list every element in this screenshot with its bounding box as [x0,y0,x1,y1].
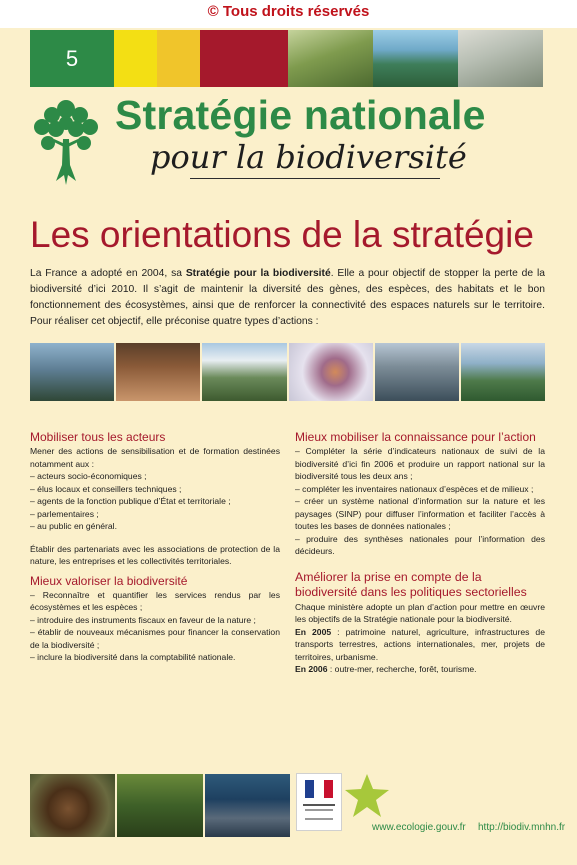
list-item: – acteurs socio-économiques ; [30,471,147,481]
list-item: – élus locaux et conseillers techniques ; [30,483,182,494]
copyright-notice: © Tous droits réservés [0,0,577,28]
intro-strategy-name: Stratégie pour la biodiversité [185,268,331,279]
section-title-valoriser: Mieux valoriser la biodiversité [30,573,188,588]
section-text: Mener des actions de sensibilisation et de formation destinées notamment aux : [30,446,280,469]
footer-photo-strip [30,774,290,837]
french-flag-icon [305,780,333,798]
list-item: – introduire des instruments fiscaux en faveur de la nature ; [30,614,256,625]
right-column [295,430,545,676]
year-2005-text: En 2005 : patrimoine naturel, agriculture, infrastructures de transports terrestres, actions internationales, mer, projets de territoires, urbanisme. [295,626,545,662]
photo-lemur [30,774,115,837]
year-2006-text: En 2006 : outre-mer, recherche, forêt, tourisme. [295,664,477,674]
left-column [30,430,280,664]
photo-mountain [202,343,286,401]
list-item: – créer un système national d’information sur la nature et les paysages (SINP) pour diffuser l’information et faciliter l’accès à toutes les bases de données nationales ; [295,496,545,531]
list-item: – compléter les inventaires nationaux d’espèces et de milieux ; [295,483,534,494]
photo-underwater [205,774,290,837]
section-text: Établir des partenariats avec les associations de protection de la nature, les entreprises et les collectivités territoriales. [30,543,280,566]
section-title-connaissance: Mieux mobiliser la connaissance pour l’action [295,430,536,444]
panel-number: 5 [30,30,114,87]
list-item: – agents de la fonction publique d’État et territoriale ; [30,496,231,506]
list-item: – Reconnaître et quantifier les services rendus par les écosystèmes et les espèces ; [30,589,280,612]
program-title: Stratégie nationale [115,92,486,138]
list-item: – produire des synthèses nationales pour l’information des décideurs. [295,533,545,556]
ministry-logo [296,773,342,831]
list-item: – établir de nouveaux mécanismes pour financer la conservation de la biodiversité ; [30,627,280,650]
photo-river [461,343,545,401]
section-title-mobiliser: Mobiliser tous les acteurs [30,430,166,444]
list-item: – au public en général. [30,521,117,531]
section-text: Chaque ministère adopte un plan d’action pour mettre en œuvre les objectifs de la Stratégie nationale pour la biodiversité. [295,601,545,624]
stonechat-photo [458,30,543,87]
photo-strip [30,343,545,401]
header-color-bands [30,30,543,87]
intro-paragraph: La France a adopté en 2004, sa Stratégie pour la biodiversité. Elle a pour objectif de stopper la perte de la biodiversité d’ici 2010. Il s’agit de maintenir la diversité des gènes, des espèces, des habitats et le bon fonctionnement des écosystèmes, ainsi que de renforcer la connectivité des espaces naturels sur le territoire. Pour réaliser cet objectif, elle préconise quatre types d’actions : [30,268,545,327]
photo-building [375,343,459,401]
page-heading: Les orientations de la stratégie [30,214,534,255]
coast-photo [373,30,458,87]
yellow-band [114,30,157,87]
photo-specimen [289,343,373,401]
gold-band [157,30,200,87]
link-mnhn[interactable]: http://biodiv.mnhn.fr [478,822,566,833]
photo-audience [116,343,200,401]
photo-field-worker [30,343,114,401]
list-item: – Compléter la série d’indicateurs nationaux de suivi de la biodiversité d’ici fin 2006 et produire un rapport national sur la biodiversité tous les deux ans ; [295,446,545,481]
red-band [200,30,288,87]
program-subtitle: pour la biodiversité [150,138,467,176]
mnhn-star-logo-icon [343,772,391,820]
tree-logo-icon [30,95,102,187]
subtitle-underline [190,178,440,179]
list-item: – parlementaires ; [30,508,99,519]
photo-forest [117,774,202,837]
section-title-politiques: Améliorer la prise en compte de la biodiversité dans les politiques sectorielles [295,569,527,599]
list-item: – inclure la biodiversité dans la comptabilité nationale. [30,652,236,662]
bird-photo [288,30,373,87]
link-ecologie[interactable]: www.ecologie.gouv.fr [372,822,466,833]
